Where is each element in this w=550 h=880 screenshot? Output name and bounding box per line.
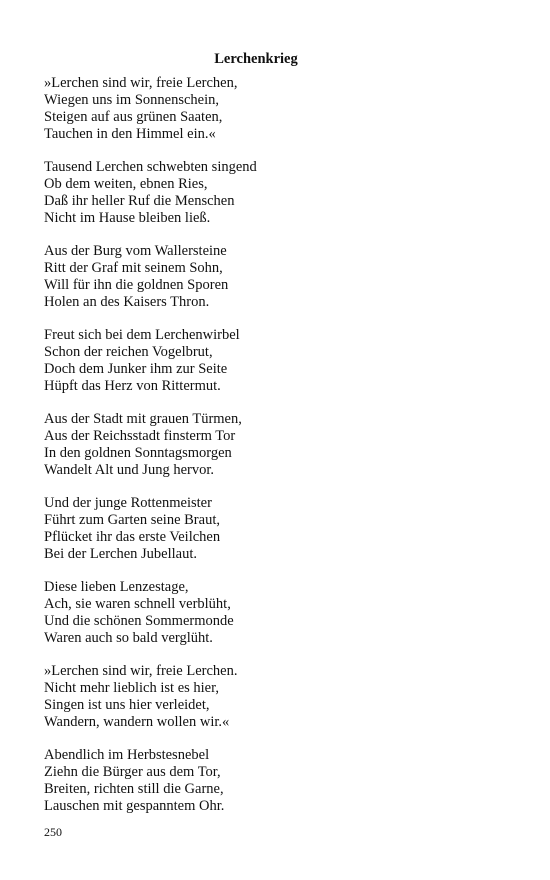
poem-line: In den goldnen Sonntagsmorgen	[44, 445, 232, 461]
poem-line: Holen an des Kaisers Thron.	[44, 294, 210, 310]
stanza	[44, 747, 514, 815]
poem-title: Lerchenkrieg	[214, 51, 298, 67]
poem-line: Und der junge Rottenmeister	[44, 495, 212, 511]
poem-line: Nicht im Hause bleiben ließ.	[44, 210, 211, 226]
stanza	[44, 663, 514, 731]
poem-line: Freut sich bei dem Lerchenwirbel	[44, 327, 240, 343]
poem-line: Breiten, richten still die Garne,	[44, 781, 224, 797]
stanza	[44, 579, 514, 647]
stanza	[44, 411, 514, 479]
stanza	[44, 243, 514, 311]
poem-line: Und die schönen Sommermonde	[44, 613, 234, 629]
poem-line: Singen ist uns hier verleidet,	[44, 697, 210, 713]
stanza	[44, 327, 514, 395]
poem-line: Wandern, wandern wollen wir.«	[44, 714, 230, 730]
poem-line: Lauschen mit gespanntem Ohr.	[44, 798, 225, 814]
poem-line: Waren auch so bald verglüht.	[44, 630, 213, 646]
poem-line: Aus der Reichsstadt finsterm Tor	[44, 428, 236, 444]
poem-line: Daß ihr heller Ruf die Menschen	[44, 193, 235, 209]
poem-line: Nicht mehr lieblich ist es hier,	[44, 680, 219, 696]
poem-line: Hüpft das Herz von Rittermut.	[44, 378, 221, 394]
poem-line: Diese lieben Lenzestage,	[44, 579, 189, 595]
poem-line: Wandelt Alt und Jung hervor.	[44, 462, 214, 478]
poem-line: Abendlich im Herbstesnebel	[44, 747, 210, 763]
page-number: 250	[44, 825, 62, 839]
poem-line: Ach, sie waren schnell verblüht,	[44, 596, 231, 612]
poem-line: Schon der reichen Vogelbrut,	[44, 344, 213, 360]
poem-line: Bei der Lerchen Jubellaut.	[44, 546, 197, 562]
stanza	[44, 159, 514, 227]
poem-line: Steigen auf aus grünen Saaten,	[44, 109, 223, 125]
poem-line: »Lerchen sind wir, freie Lerchen.	[44, 663, 238, 679]
poem-line: Führt zum Garten seine Braut,	[44, 512, 220, 528]
poem-line: Aus der Burg vom Wallersteine	[44, 243, 227, 259]
poem-line: Tauchen in den Himmel ein.«	[44, 126, 216, 142]
poem-line: Pflücket ihr das erste Veilchen	[44, 529, 221, 545]
poem-line: Ziehn die Bürger aus dem Tor,	[44, 764, 221, 780]
poem-line: Aus der Stadt mit grauen Türmen,	[44, 411, 242, 427]
poem-line: »Lerchen sind wir, freie Lerchen,	[44, 75, 238, 91]
stanza	[44, 75, 514, 143]
poem-line: Tausend Lerchen schwebten singend	[44, 159, 257, 175]
poem-line: Ritt der Graf mit seinem Sohn,	[44, 260, 223, 276]
poem-line: Doch dem Junker ihm zur Seite	[44, 361, 228, 377]
poem-line: Will für ihn die goldnen Sporen	[44, 277, 229, 293]
poem-body	[44, 75, 514, 831]
stanza	[44, 495, 514, 563]
poem-line: Ob dem weiten, ebnen Ries,	[44, 176, 208, 192]
poem-line: Wiegen uns im Sonnenschein,	[44, 92, 219, 108]
